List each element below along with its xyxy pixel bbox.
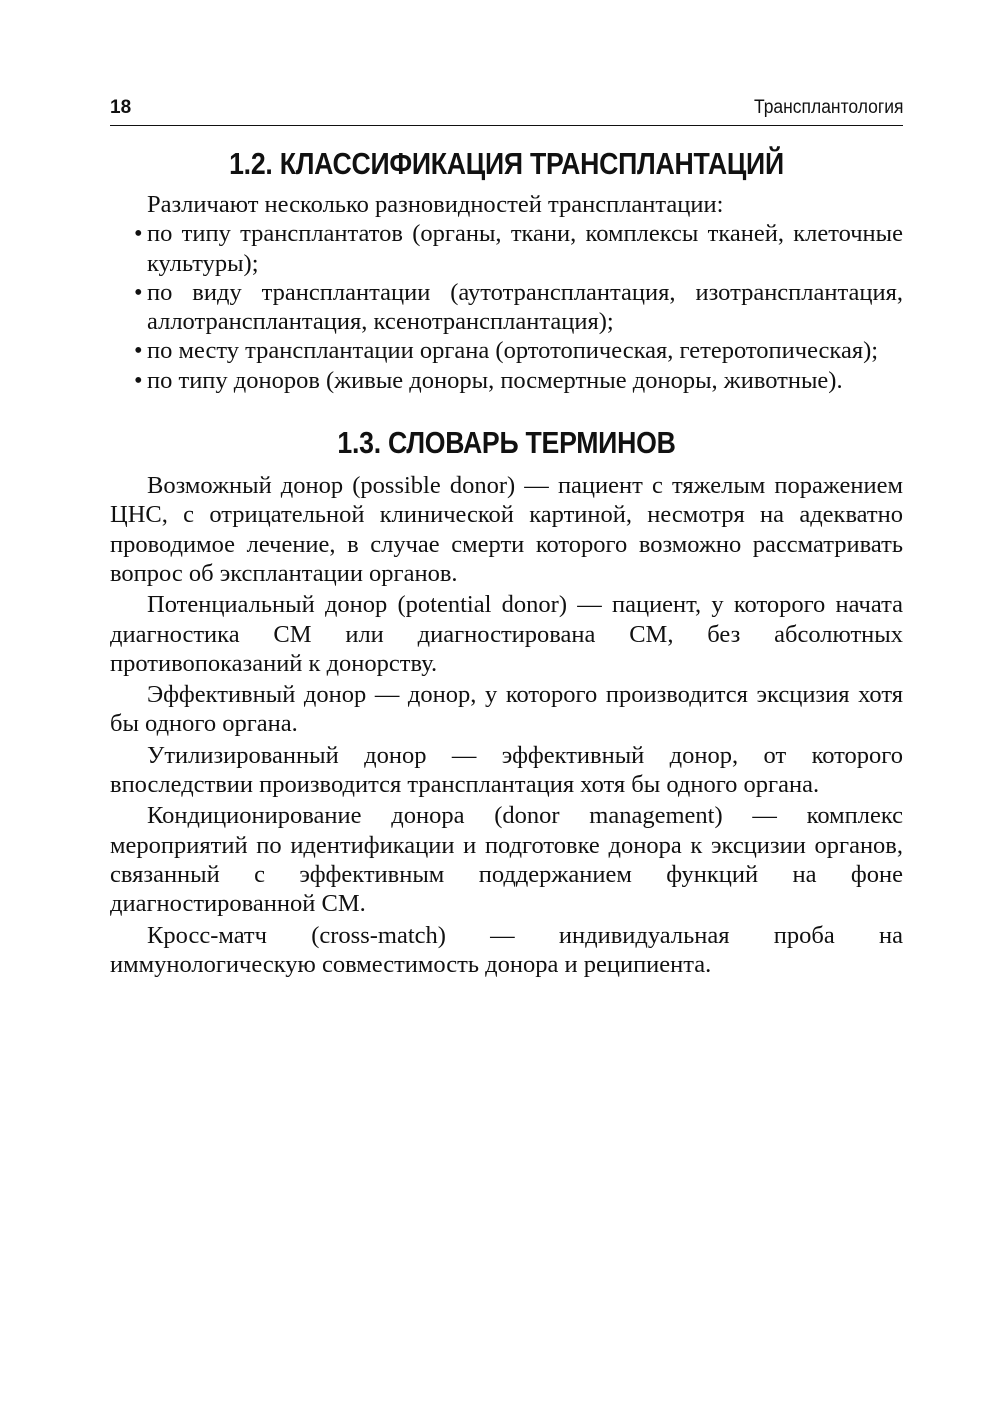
list-item xyxy=(110,278,903,337)
section-classification xyxy=(110,144,903,395)
classification-intro: Различают несколько разновидностей трансплантации: xyxy=(147,191,724,218)
section-title-classification: 1.2. КЛАССИФИКАЦИЯ ТРАНСПЛАНТАЦИЙ xyxy=(229,146,784,181)
page-number: 18 xyxy=(110,97,132,118)
bullet-icon: • xyxy=(134,366,143,394)
classification-list xyxy=(110,219,903,395)
running-header xyxy=(110,96,903,126)
list-item-text: по виду трансплантации (аутотрансплантация, изотрансплантация, аллотрансплантация, ксенотрансплантация); xyxy=(147,278,903,336)
glossary-paragraph: Возможный донор (possible donor) — пациент с тяжелым поражением ЦНС, с отрицательной клинической картиной, несмотря на адекватно проводимое лечение, в случае смерти которого возможно рассматривать вопрос об эксплантации органов. xyxy=(110,472,903,587)
list-item xyxy=(110,336,903,365)
section-title-glossary: 1.3. СЛОВАРЬ ТЕРМИНОВ xyxy=(337,425,676,461)
glossary-paragraph: Кондиционирование донора (donor management) — комплекс мероприятий по идентификации и подготовке донора к эксцизии органов, связанный с эффективным поддержанием функций на фоне диагностированной СМ. xyxy=(110,802,903,918)
section-glossary xyxy=(110,423,903,979)
list-item xyxy=(110,366,903,395)
glossary-paragraph: Потенциальный донор (potential donor) — пациент, у которого начата диагностика СМ или диагностирована СМ, без абсолютных противопоказаний к донорству. xyxy=(110,591,903,677)
glossary-paragraph: Утилизированный донор — эффективный донор, от которого впоследствии производится трансплантация хотя бы одного органа. xyxy=(110,741,903,799)
bullet-icon: • xyxy=(134,337,143,365)
book-title: Трансплантология xyxy=(753,97,903,118)
list-item-text: по месту трансплантации органа (ортотопическая, гетеротопическая); xyxy=(147,337,879,365)
bullet-icon: • xyxy=(134,220,143,248)
glossary-paragraph: Кросс-матч (cross-match) — индивидуальная проба на иммунологическую совместимость донора и реципиента. xyxy=(110,921,903,978)
document-page xyxy=(110,96,903,981)
glossary-terms xyxy=(110,471,903,979)
bullet-icon: • xyxy=(134,278,143,306)
glossary-paragraph: Эффективный донор — донор, у которого производится эксцизия хотя бы одного органа. xyxy=(110,681,903,738)
list-item xyxy=(110,219,903,278)
list-item-text: по типу доноров (живые доноры, посмертные доноры, животные). xyxy=(147,366,843,394)
list-item-text: по типу трансплантатов (органы, ткани, комплексы тканей, клеточные культуры); xyxy=(147,220,903,277)
